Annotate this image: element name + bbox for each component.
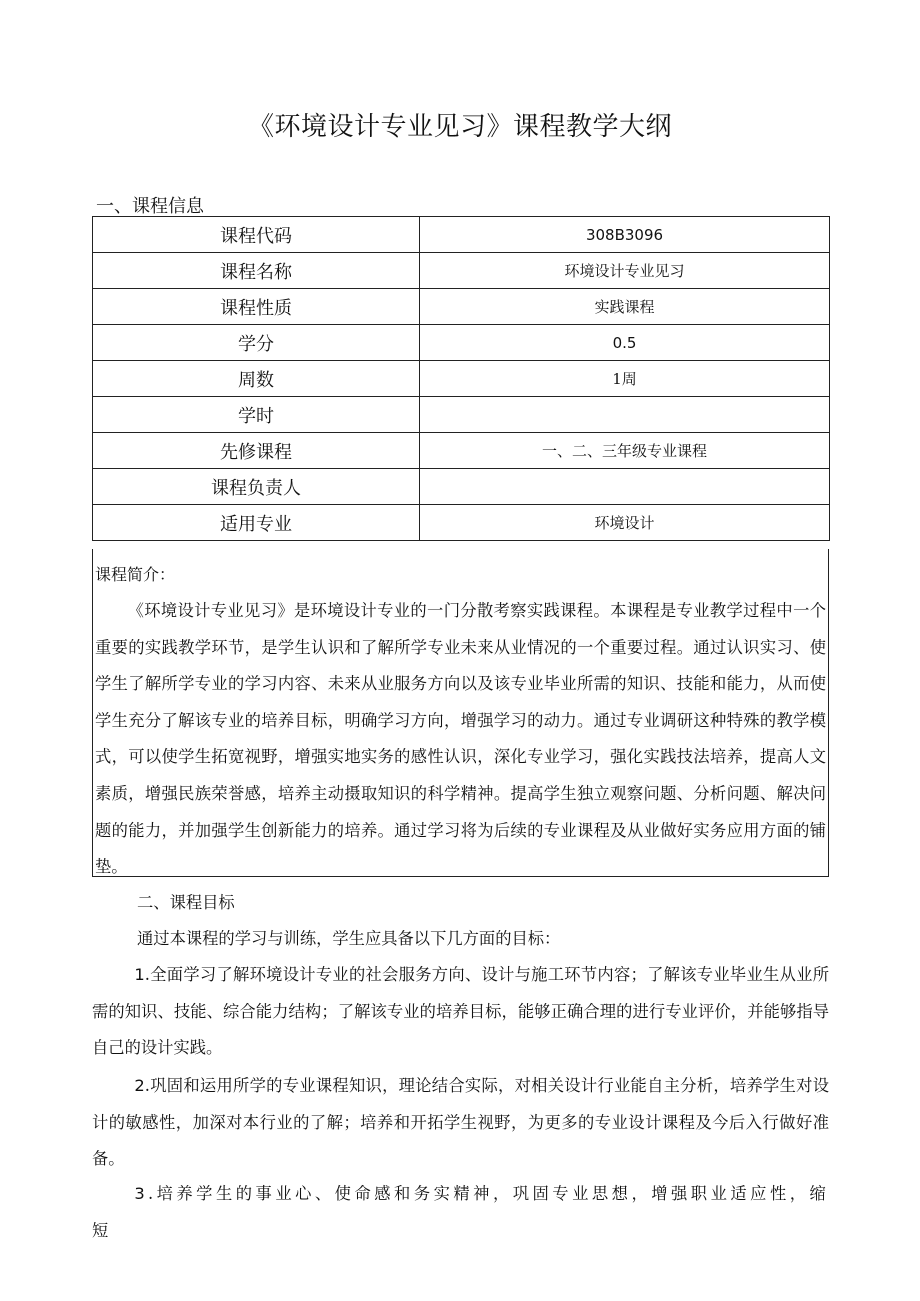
table-row — [93, 361, 830, 397]
table-row — [93, 217, 830, 253]
row-value — [420, 469, 830, 505]
course-info-table — [92, 216, 830, 541]
table-row — [93, 325, 830, 361]
goal-item-2 — [92, 1068, 829, 1178]
goal-text: .巩固和运用所学的专业课程知识，理论结合实际，对相关设计行业能自主分析，培养学生对设计的敏感性，加深对本行业的了解；培养和开拓学生视野，为更多的专业设计课程及今后入行做好准备。 — [92, 1076, 829, 1168]
row-label: 学分 — [93, 325, 420, 361]
section-heading-course-goals: 二、课程目标 — [137, 893, 235, 912]
row-value: 1周 — [420, 361, 830, 397]
table-row — [93, 505, 830, 541]
page-title: 《环境设计专业见习》课程教学大纲 — [247, 112, 672, 142]
goal-text: .全面学习了解环境设计专业的社会服务方向、设计与施工环节内容；了解该专业毕业生从业所需的知识、技能、综合能力结构；了解该专业的培养目标，能够正确合理的进行专业评价，并能够指导自己的设计实践。 — [92, 965, 829, 1057]
table-row — [93, 253, 830, 289]
row-label: 课程负责人 — [93, 469, 420, 505]
intro-label: 课程简介： — [95, 565, 176, 584]
goal-item-3 — [92, 1176, 829, 1249]
section-heading-course-info: 一、课程信息 — [96, 196, 204, 217]
row-label: 课程性质 — [93, 289, 420, 325]
row-value: 308B3096 — [420, 217, 830, 253]
table-row — [93, 289, 830, 325]
row-label: 课程名称 — [93, 253, 420, 289]
table-row — [93, 469, 830, 505]
row-value: 一、二、三年级专业课程 — [420, 433, 830, 469]
row-value: 环境设计 — [420, 505, 830, 541]
goal-number: 1 — [134, 965, 145, 984]
intro-paragraph: 《环境设计专业见习》是环境设计专业的一门分散考察实践课程。本课程是专业教学过程中一个重要的实践教学环节，是学生认识和了解所学专业未来从业情况的一个重要过程。通过认识实习、使学生了解所学专业的学习内容、未来从业服务方向以及该专业毕业所需的知识、技能和能力，从而使学生充分了解该专业的培养目标，明确学习方向，增强学习的动力。通过专业调研这种特殊的教学模式，可以使学生拓宽视野，增强实地实务的感性认识，深化专业学习，强化实践技法培养，提高人文素质，增强民族荣誉感，培养主动摄取知识的科学精神。提高学生独立观察问题、分析问题、解决问题的能力，并加强学生创新能力的培养。通过学习将为后续的专业课程及从业做好实务应用方面的铺垫。 — [95, 601, 826, 877]
goal-number: 3 — [134, 1184, 148, 1203]
row-label: 适用专业 — [93, 505, 420, 541]
row-value: 0.5 — [420, 325, 830, 361]
goal-item-1 — [92, 957, 829, 1067]
row-value: 环境设计专业见习 — [420, 253, 830, 289]
row-label: 课程代码 — [93, 217, 420, 253]
row-label: 先修课程 — [93, 433, 420, 469]
goal-text: .培养学生的事业心、使命感和务实精神，巩固专业思想，增强职业适应性，缩短 — [92, 1184, 829, 1240]
course-intro-box — [92, 549, 829, 877]
table-row — [93, 397, 830, 433]
table-row — [93, 433, 830, 469]
row-value — [420, 397, 830, 433]
row-label: 周数 — [93, 361, 420, 397]
goal-number: 2 — [134, 1076, 145, 1095]
row-label: 学时 — [93, 397, 420, 433]
goals-intro: 通过本课程的学习与训练，学生应具备以下几方面的目标： — [137, 929, 561, 948]
row-value: 实践课程 — [420, 289, 830, 325]
